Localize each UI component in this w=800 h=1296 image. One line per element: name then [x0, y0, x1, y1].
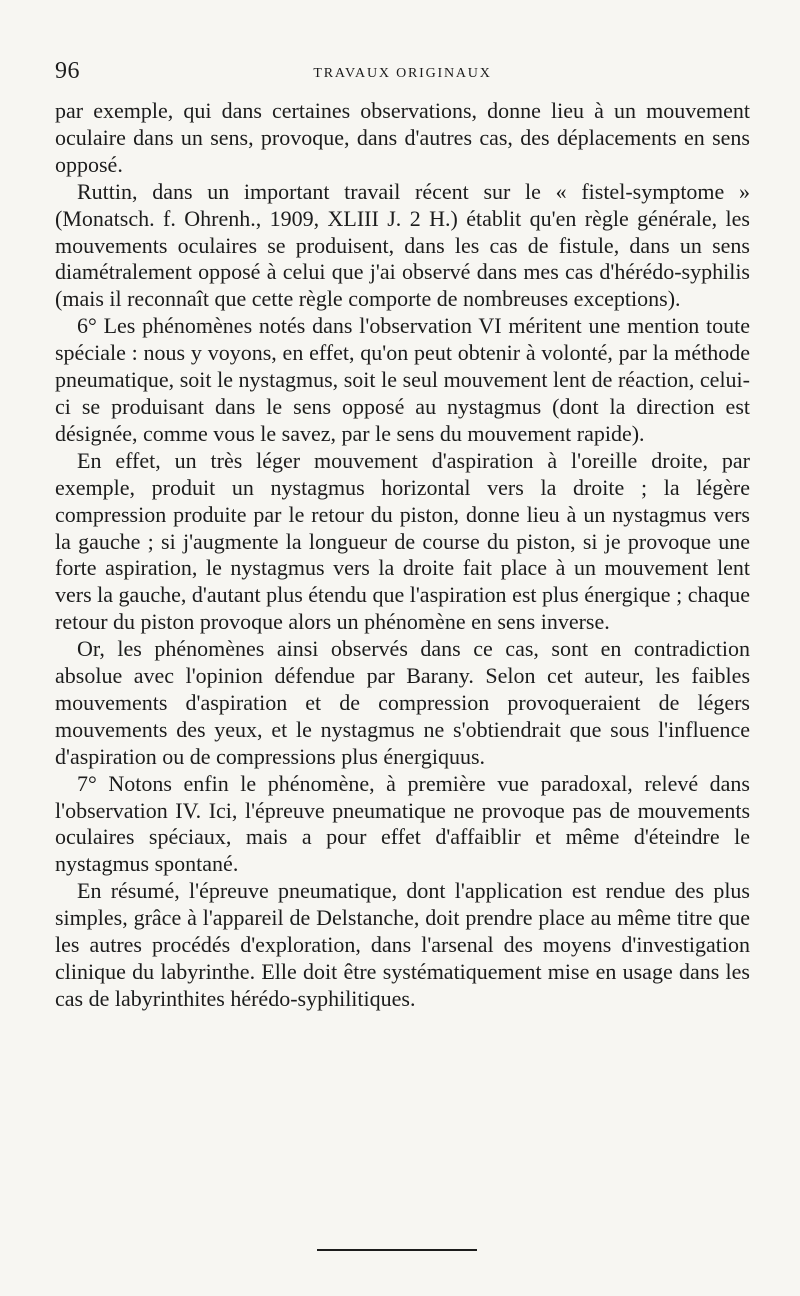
paragraph: par exemple, qui dans certaines observations, donne lieu à un mouvement oculaire dans un sens, provoque, dans d'autres cas, des déplacements en sens opposé. — [55, 98, 750, 177]
page-header — [55, 56, 750, 96]
paragraph: 6° Les phénomènes notés dans l'observation VI méritent une mention toute spéciale : nous y voyons, en effet, qu'on peut obtenir à volonté, par la méthode pneumatique, soit le nystagmus, soit le seul mouvement lent de réaction, celui-ci se produisant dans le sens opposé au nystagmus (dont la direction est désignée, comme vous le savez, par le sens du mouvement rapide). — [55, 313, 750, 446]
paragraph: 7° Notons enfin le phénomène, à première vue paradoxal, relevé dans l'observation IV. Ici, l'épreuve pneumatique ne provoque pas de mouvements oculaires spéciaux, mais a pour effet d'affaiblir et même d'éteindre le nystagmus spontané. — [55, 770, 750, 877]
end-rule — [317, 1249, 477, 1251]
page-number: 96 — [55, 58, 80, 84]
paragraph: Or, les phénomènes ainsi observés dans ce cas, sont en contradiction absolue avec l'opinion défendue par Barany. Selon cet auteur, les faibles mouvements d'aspiration et de compression provoqueraient de légers mouvements des yeux, et le nystagmus ne s'obtiendrait que sous l'influence d'aspiration ou de compressions plus énergiquus. — [55, 636, 750, 769]
paragraph: En effet, un très léger mouvement d'aspiration à l'oreille droite, par exemple, produit un nystagmus horizontal vers la droite ; la légère compression produite par le retour du piston, donne lieu à un nystagmus vers la gauche ; si j'augmente la longueur de course du piston, si je provoque une forte aspiration, le nystagmus vers la droite fait place à un mouvement lent vers la gauche, d'autant plus étendu que l'aspiration est plus énergique ; chaque retour du piston provoque alors un phénomène en sens inverse. — [55, 447, 750, 635]
body-text — [55, 98, 750, 1013]
paragraph: En résumé, l'épreuve pneumatique, dont l'application est rendue des plus simples, grâce à l'appareil de Delstanche, doit prendre place au même titre que les autres procédés d'exploration, dans l'arsenal des moyens d'investigation clinique du labyrinthe. Elle doit être systématiquement mise en usage dans les cas de labyrinthites hérédo-syphilitiques. — [55, 878, 750, 1011]
running-title: TRAVAUX ORIGINAUX — [313, 66, 492, 81]
paragraph: Ruttin, dans un important travail récent sur le « fistel-symptome » (Monatsch. f. Ohrenh., 1909, XLIII J. 2 H.) établit qu'en règle générale, les mouvements oculaires se produisent, dans les cas de fistule, dans un sens diamétralement opposé à celui que j'ai observé dans mes cas d'hérédo-syphilis (mais il reconnaît que cette règle comporte de nombreuses exceptions). — [55, 178, 750, 312]
book-page — [55, 56, 750, 1256]
